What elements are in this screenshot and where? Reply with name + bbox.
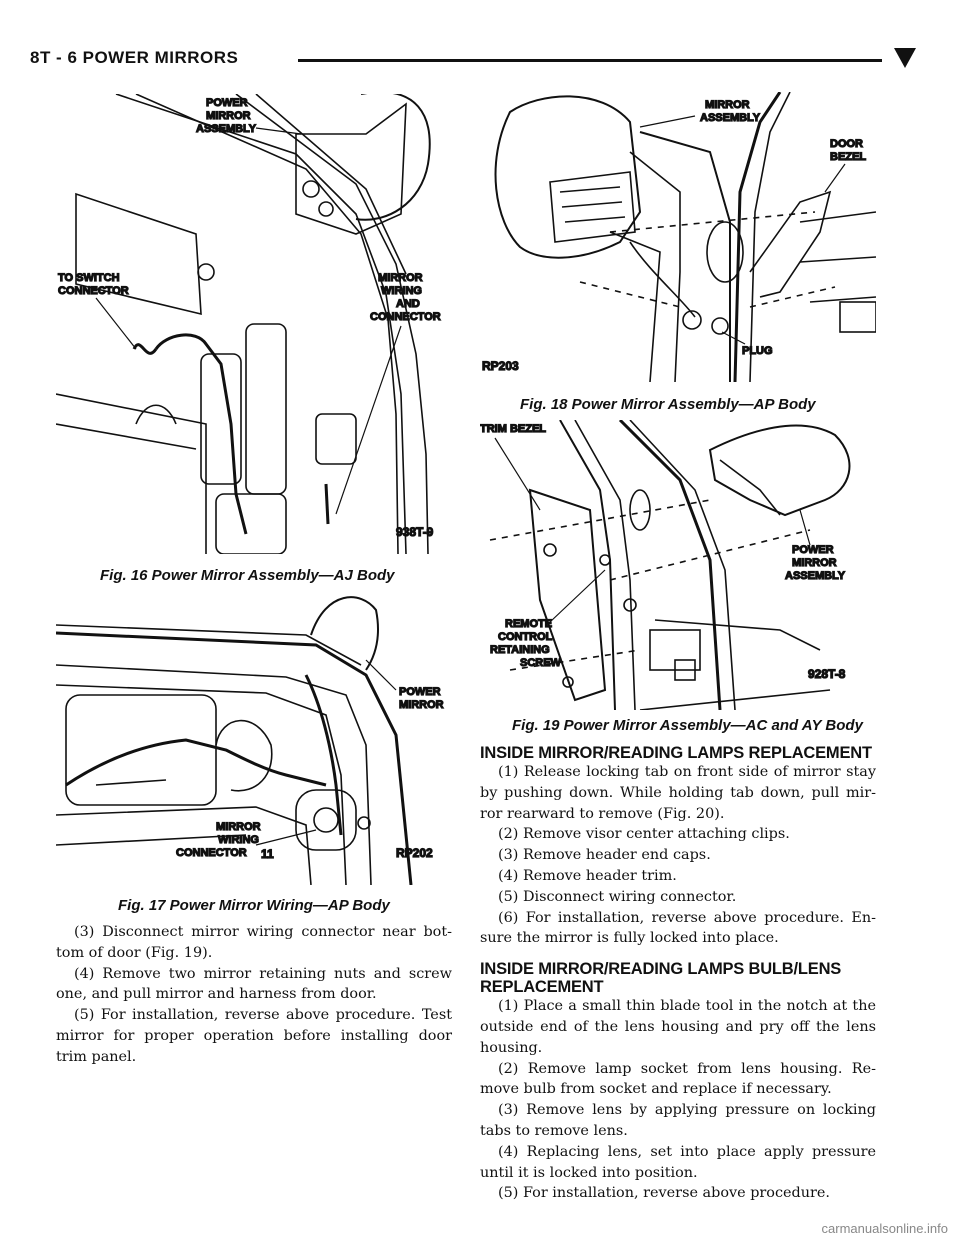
svg-text:RETAINING: RETAINING [490, 644, 550, 656]
svg-text:MIRROR: MIRROR [792, 557, 837, 569]
fig16-illustration [56, 94, 452, 554]
section1-step-2: (2) Remove visor center attaching clips. [498, 826, 790, 843]
right-column-text [480, 744, 876, 1204]
fig17-label-power-mirror: POWER [399, 686, 441, 698]
fig16-label-power-mirror: POWER [206, 97, 248, 109]
page-header-title: 8T - 6 POWER MIRRORS [30, 48, 239, 67]
svg-text:ASSEMBLY: ASSEMBLY [700, 112, 761, 124]
fig18-code: RP203 [482, 359, 519, 373]
svg-text:BEZEL: BEZEL [830, 151, 867, 163]
section1-step-4: (4) Remove header trim. [498, 867, 677, 884]
fig16-label-mirror-wiring: MIRROR [378, 272, 423, 284]
section1-step-3: (3) Remove header end caps. [498, 847, 711, 864]
svg-text:CONTROL: CONTROL [498, 631, 553, 643]
fig19-caption: Fig. 19 Power Mirror Assembly—AC and AY Body [512, 717, 863, 734]
section1-step-6: (6) For installation, reverse above procedure. En-sure the mirror is fully locked into place. [480, 909, 876, 947]
fig17-caption: Fig. 17 Power Mirror Wiring—AP Body [118, 897, 390, 914]
left-step-5: (5) For installation, reverse above procedure. Test mirror for proper operation before installing door trim panel. [56, 1007, 452, 1065]
svg-text:CONNECTOR: CONNECTOR [370, 311, 441, 323]
svg-text:AND: AND [396, 298, 420, 310]
section2-step-1: (1) Place a small thin blade tool in the notch at the outside end of the lens housing and pry off the lens housing. [480, 998, 876, 1056]
section2-step-4: (4) Replacing lens, set into place apply pressure until it is locked into position. [480, 1143, 876, 1181]
section1-heading: INSIDE MIRROR/READING LAMPS REPLACEMENT [480, 744, 872, 762]
fig19-label-remote-control-screw: REMOTE [505, 618, 553, 630]
header-triangle-icon [894, 48, 916, 68]
watermark: carmanualsonline.info [821, 1221, 948, 1236]
section2-heading-line1: INSIDE MIRROR/READING LAMPS BULB/LENS [480, 960, 842, 979]
fig18-caption: Fig. 18 Power Mirror Assembly—AP Body [520, 396, 816, 413]
fig16-caption: Fig. 16 Power Mirror Assembly—AJ Body [100, 567, 395, 584]
section1-step-1: (1) Release locking tab on front side of mirror stay by pushing down. While holding tab down, pull mir-ror rearward to remove (Fig. 20). [480, 764, 876, 822]
fig18-label-plug: PLUG [742, 345, 773, 357]
left-column-text [56, 922, 452, 1068]
svg-text:11: 11 [261, 847, 274, 861]
svg-text:ASSEMBLY: ASSEMBLY [785, 570, 846, 582]
svg-text:WIRING: WIRING [218, 834, 259, 846]
fig17-label-mirror-wiring: MIRROR [216, 821, 261, 833]
left-step-4: (4) Remove two mirror retaining nuts and screw one, and pull mirror and harness from door. [56, 965, 452, 1003]
fig16-code: 938T-9 [396, 525, 434, 539]
fig19-label-power-mirror: POWER [792, 544, 834, 556]
section2-heading-line2: REPLACEMENT [480, 978, 604, 997]
svg-text:ASSEMBLY: ASSEMBLY [196, 123, 257, 135]
svg-text:MIRROR: MIRROR [399, 699, 444, 711]
fig17-code: RP202 [396, 846, 433, 860]
header-rule [298, 59, 882, 62]
fig19-code: 928T-8 [808, 667, 846, 681]
svg-text:CONNECTOR: CONNECTOR [58, 285, 129, 297]
svg-text:MIRROR: MIRROR [206, 110, 251, 122]
fig18-illustration [480, 92, 876, 382]
section2-step-2: (2) Remove lamp socket from lens housing. Re-move bulb from socket and replace if necessary. [480, 1060, 876, 1098]
svg-text:WIRING: WIRING [381, 285, 422, 297]
svg-text:CONNECTOR: CONNECTOR [176, 847, 247, 859]
fig18-label-mirror-assembly: MIRROR [705, 99, 750, 111]
left-step-3: (3) Disconnect mirror wiring connector near bot-tom of door (Fig. 19). [56, 924, 452, 961]
section1-step-5: (5) Disconnect wiring connector. [498, 888, 737, 905]
fig19-illustration [480, 420, 876, 710]
section2-step-3: (3) Remove lens by applying pressure on locking tabs to remove lens. [480, 1102, 876, 1139]
svg-text:SCREW: SCREW [520, 657, 561, 669]
fig18-label-door-bezel: DOOR [830, 138, 863, 150]
fig19-label-trim-bezel: TRIM BEZEL [480, 423, 546, 435]
fig16-label-to-switch: TO SWITCH [58, 272, 120, 284]
page-header [30, 44, 920, 76]
section2-step-5: (5) For installation, reverse above procedure. [498, 1185, 830, 1202]
fig17-illustration [56, 595, 452, 885]
